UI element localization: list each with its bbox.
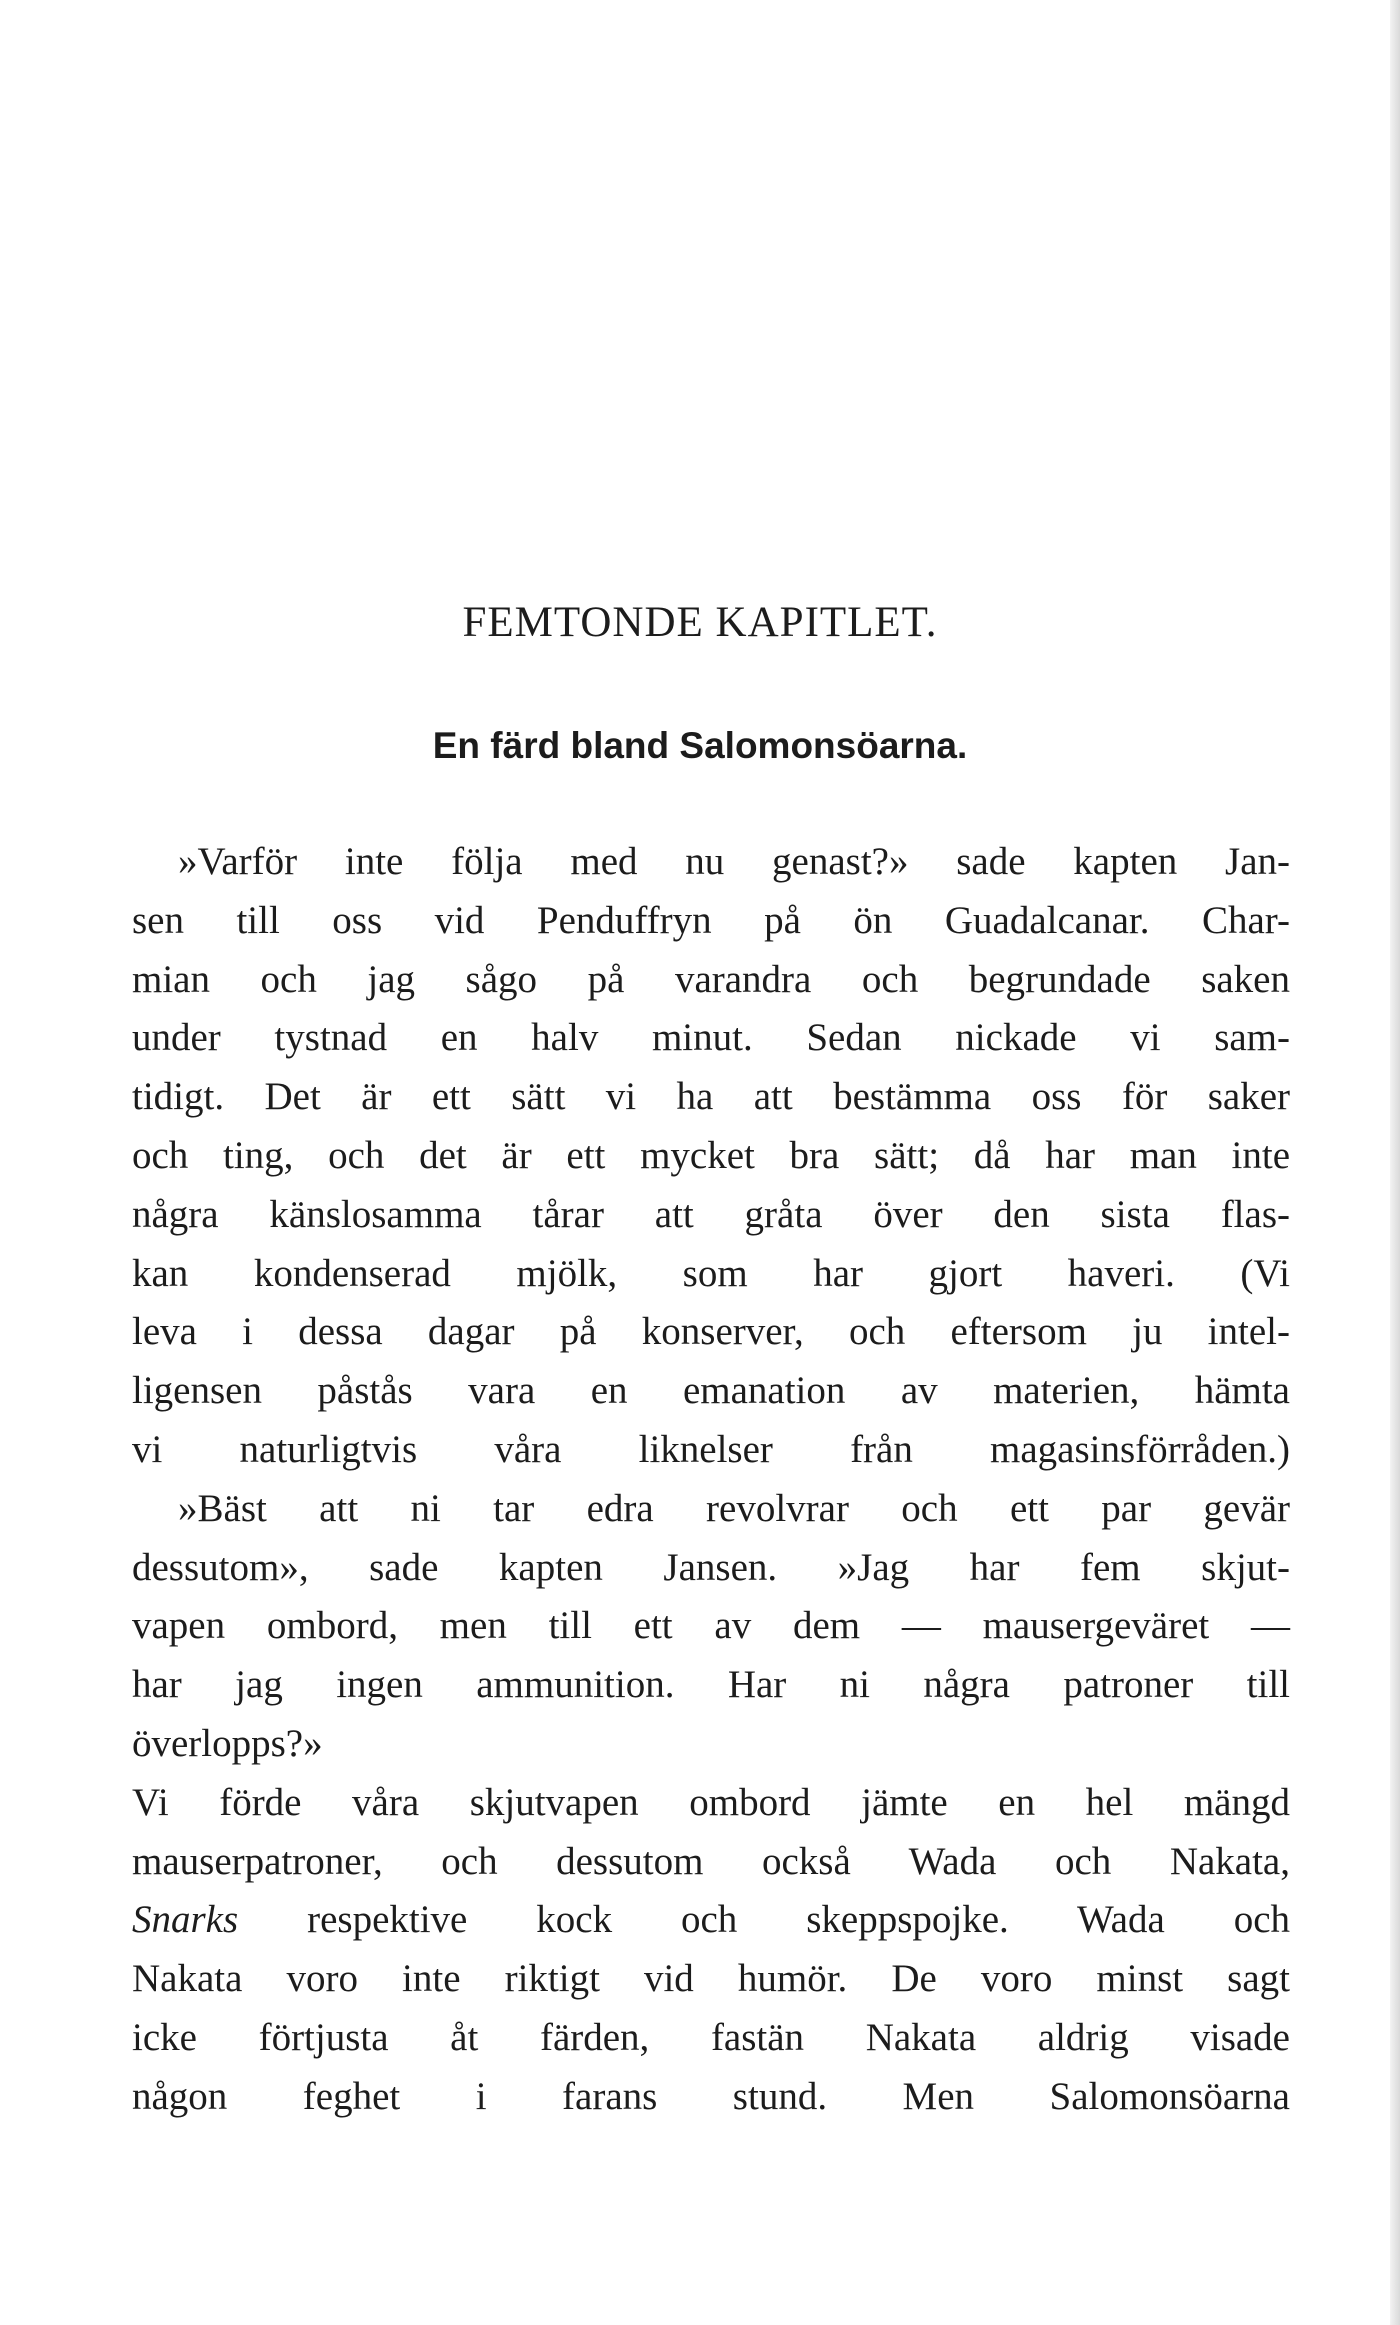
text-line: vapen ombord, men till ett av dem — mausergeväret —: [132, 1604, 1290, 1648]
text-line: icke förtjusta åt färden, fastän Nakata aldrig visade: [132, 2015, 1290, 2059]
text-line: och ting, och det är ett mycket bra sätt; då har man inte: [132, 1133, 1290, 1177]
page-edge: [1390, 0, 1400, 2325]
text-line: »Bäst att ni tar edra revolvrar och ett par gevär: [178, 1486, 1290, 1530]
text-line: dessutom», sade kapten Jansen. »Jag har fem skjut-: [132, 1545, 1290, 1589]
text-line: tidigt. Det är ett sätt vi ha att bestämma oss för saker: [132, 1075, 1290, 1119]
text-line-rest: respektive kock och skeppspojke. Wada och: [307, 1898, 1291, 1942]
text-line: mauserpatroner, och dessutom också Wada och Nakata,: [132, 1839, 1290, 1883]
chapter-title: En färd bland Salomonsöarna.: [432, 725, 968, 766]
text-line: sen till oss vid Penduffryn på ön Guadalcanar. Char-: [132, 898, 1290, 942]
text-line: »Varför inte följa med nu genast?» sade kapten Jan-: [178, 840, 1290, 883]
text-line: mian och jag sågo på varandra och begrundade saken: [132, 957, 1290, 1001]
text-line: Nakata voro inte riktigt vid humör. De voro minst sagt: [132, 1957, 1290, 2001]
text-line: kan kondenserad mjölk, som har gjort haveri. (Vi: [132, 1251, 1290, 1295]
ship-name: Snarks: [132, 1898, 239, 1942]
text-line: någon feghet i farans stund. Men Salomonsöarna: [132, 2074, 1290, 2118]
text-line: har jag ingen ammunition. Har ni några patroner till: [132, 1663, 1290, 1707]
text-line: under tystnad en halv minut. Sedan nickade vi sam-: [132, 1016, 1290, 1060]
body-text: [132, 833, 1290, 2127]
text-line: leva i dessa dagar på konserver, och eftersom ju intel-: [132, 1310, 1290, 1354]
text-line: överlopps?»: [132, 1721, 323, 1765]
text-line: Vi förde våra skjutvapen ombord jämte en hel mängd: [132, 1780, 1290, 1824]
chapter-heading: FEMTONDE KAPITLET.: [462, 599, 938, 646]
text-line-with-ship-name: [132, 1891, 1290, 1950]
text-line: några känslosamma tårar att gråta över den sista flas-: [132, 1192, 1290, 1236]
text-line: vi naturligtvis våra liknelser från magasinsförråden.): [132, 1427, 1290, 1471]
text-line: ligensen påstås vara en emanation av materien, hämta: [132, 1369, 1290, 1413]
